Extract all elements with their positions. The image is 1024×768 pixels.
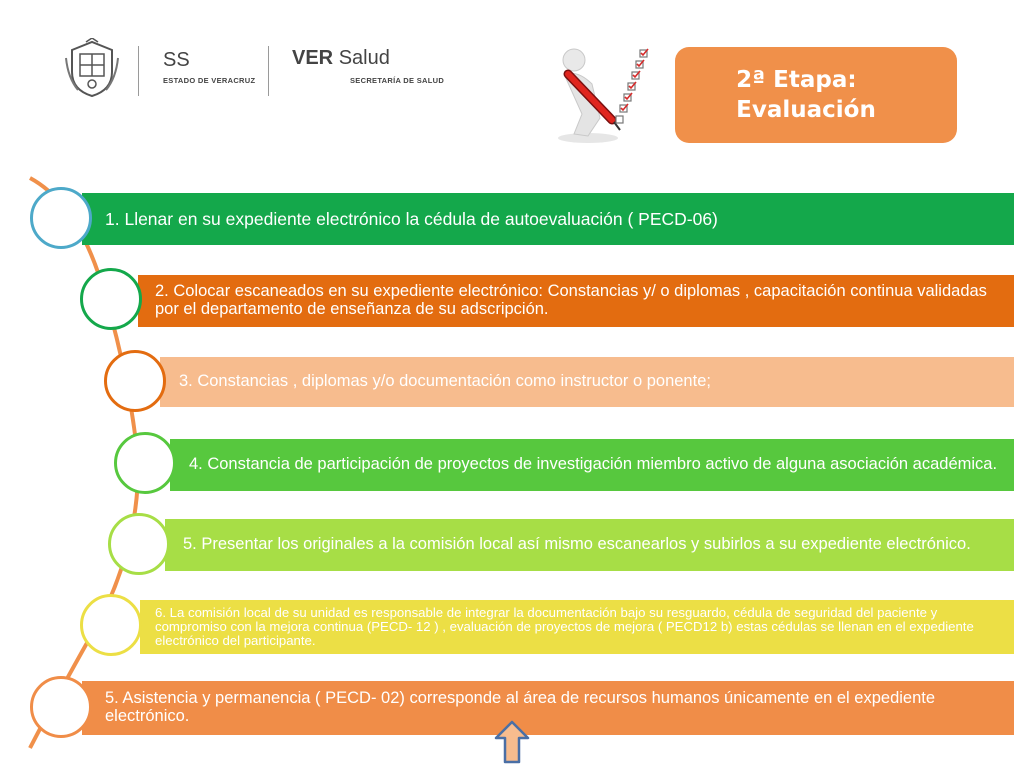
step-bar-2 bbox=[138, 275, 1014, 327]
step-bar-4 bbox=[170, 439, 1014, 491]
step-circle-7 bbox=[30, 676, 92, 738]
step-text-7: 5. Asistencia y permanencia ( PECD- 02) corresponde al área de recursos humanos únicamente en el expediente electrónico. bbox=[105, 689, 936, 725]
step-circle-2 bbox=[80, 268, 142, 330]
step-bar-6 bbox=[140, 600, 1014, 654]
step-text-3: 3. Constancias , diplomas y/o documentación como instructor o ponente; bbox=[179, 372, 711, 391]
salud-logo-text: Salud bbox=[338, 47, 390, 69]
step-text-2: 2. Colocar escaneados en su expediente electrónico: Constancias y/ o diplomas , capacitación continua validadas por el departamento de enseñanza de su adscripción. bbox=[155, 282, 987, 318]
up-arrow-icon bbox=[494, 720, 530, 764]
step-bar-3 bbox=[160, 357, 1014, 407]
step-circle-3 bbox=[104, 350, 166, 412]
step-text-6: 6. La comisión local de su unidad es responsable de integrar la documentación bajo su resguardo, cédula de seguridad del paciente y compromiso con la mejora continua (PECD- 12 ) , evaluación de proyectos de mejora ( PECD12 b) estas cédulas se llenan en el expediente electrónico del participante. bbox=[155, 604, 974, 649]
step-text-4: 4. Constancia de participación de proyectos de investigación miembro activo de alguna asociación académica. bbox=[189, 455, 998, 474]
stage-title-line-2: Evaluación bbox=[736, 97, 876, 123]
step-bar-5 bbox=[165, 519, 1014, 571]
ss-logo-subtitle: ESTADO DE VERACRUZ bbox=[163, 76, 256, 85]
step-circle-4 bbox=[114, 432, 176, 494]
step-circle-1 bbox=[30, 187, 92, 249]
step-circle-6 bbox=[80, 594, 142, 656]
step-bar-1 bbox=[82, 193, 1014, 245]
step-text-5: 5. Presentar los originales a la comisión local así mismo escanearlos y subirlos a su expediente electrónico. bbox=[183, 535, 971, 554]
ver-logo-subtitle: SECRETARÍA DE SALUD bbox=[350, 76, 445, 85]
ss-logo-title: SS bbox=[163, 49, 190, 71]
step-bar-7 bbox=[82, 681, 1014, 735]
stage-title-line-1: 2ª Etapa: bbox=[736, 67, 857, 93]
ver-logo-text: VER bbox=[292, 47, 334, 69]
step-circle-5 bbox=[108, 513, 170, 575]
step-text-1: 1. Llenar en su expediente electrónico la cédula de autoevaluación ( PECD-06) bbox=[105, 208, 718, 229]
